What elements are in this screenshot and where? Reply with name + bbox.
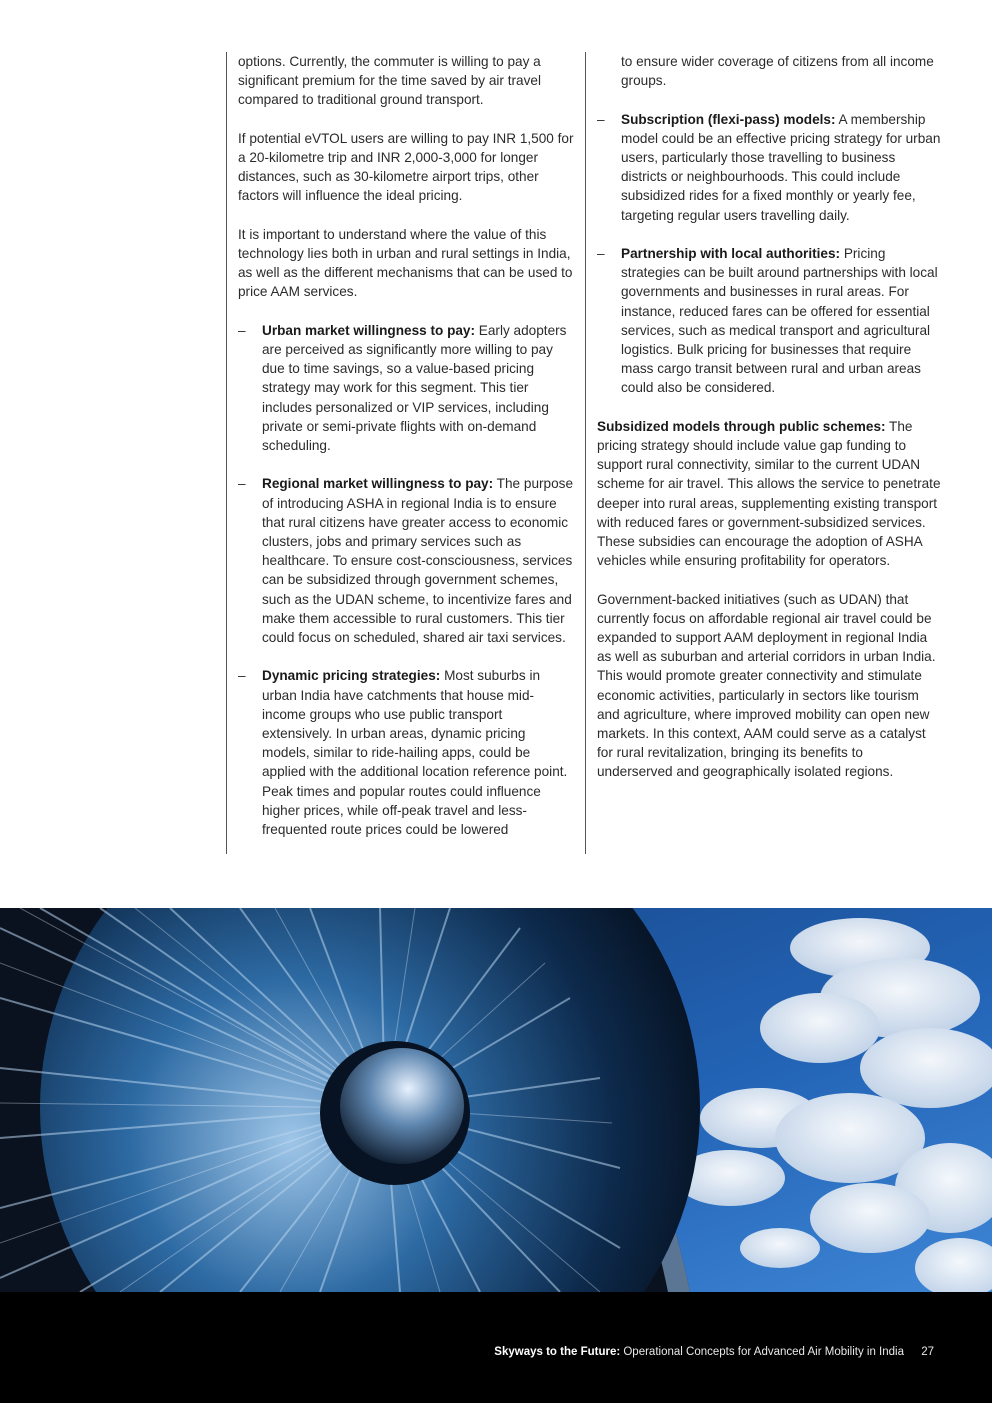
list-item-dynamic — [238, 666, 575, 839]
item-title: Dynamic pricing strategies: — [262, 668, 441, 684]
list-item-partnership — [597, 244, 942, 398]
page-number: 27 — [921, 1346, 934, 1358]
item-title: Subscription (flexi-pass) models: — [621, 111, 836, 127]
dash-bullet: – — [597, 246, 605, 261]
left-column — [226, 52, 586, 854]
footer-title — [494, 1346, 904, 1358]
item-text: A membership model could be an effective pricing strategy for urban users, particularly those travelling to business districts or neighbourhoods. This could include subsidized rides for a fixed monthly or yearly fee, targeting regular users travelling daily. — [621, 111, 941, 223]
right-column — [597, 52, 942, 782]
footer-title-bold: Skyways to the Future: — [494, 1346, 621, 1358]
dash-bullet: – — [597, 111, 605, 127]
dash-bullet: – — [238, 668, 246, 684]
subsidized-text: The pricing strategy should include value gap funding to support rural connectivity, similar to the current UDAN scheme for air travel. This allows the service to penetrate deeper into rural areas, supplementing existing transport with reduced fares or government-subsidized services. These subsidies can encourage the adoption of ASHA vehicles while ensuring profitability for operators. — [597, 418, 941, 569]
item-title: Urban market willingness to pay: — [262, 322, 476, 338]
item-text: The purpose of introducing ASHA in regional India is to ensure that rural citizens have greater access to economic clusters, jobs and primary services such as healthcare. To ensure cost-consciousness, services can be subsidized through government schemes, such as the UDAN scheme, to incentivize fares and make them accessible to rural customers. This tier could focus on scheduled, shared air taxi services. — [262, 476, 574, 646]
jet-engine-photo — [0, 908, 992, 1292]
item-title: Partnership with local authorities: — [621, 246, 841, 261]
list-item-regional — [238, 474, 575, 647]
left-para-1: options. Currently, the commuter is willing to pay a significant premium for the time saved by air travel compared to traditional ground transport. — [238, 54, 541, 108]
left-para-2: If potential eVTOL users are willing to pay INR 1,500 for a 20-kilometre trip and INR 2,000-3,000 for longer distances, such as 30-kilometre airport trips, other factors will influence the ideal pricing. — [238, 130, 574, 204]
spinner-hub — [340, 1048, 464, 1164]
subsidized-paragraph — [597, 417, 942, 571]
dash-bullet: – — [238, 322, 246, 338]
jet-engine-illustration — [0, 908, 992, 1292]
left-para-3: It is important to understand where the value of this technology lies both in urban and rural settings in India, as well as the different mechanisms that can be used to price AAM services. — [238, 226, 573, 300]
footer-title-rest: Operational Concepts for Advanced Air Mobility in India — [620, 1346, 904, 1358]
item-title: Regional market willingness to pay: — [262, 476, 494, 492]
right-continuation: to ensure wider coverage of citizens from all income groups. — [621, 54, 934, 89]
page-footer — [0, 1292, 992, 1403]
item-text: Pricing strategies can be built around partnerships with local governments and businesses in rural areas. For instance, reduced fares can be offered for essential services, such as medical transport and agricultural logistics. Bulk pricing for businesses that require mass cargo transit between rural and urban areas could also be considered. — [621, 246, 938, 396]
item-text: Early adopters are perceived as significantly more willing to pay due to time savings, so a value-based pricing strategy may work for this segment. This tier includes personalized or VIP services, including private or semi-private flights with on-demand scheduling. — [262, 322, 567, 454]
item-text: Most suburbs in urban India have catchments that house mid-income groups who use public transport extensively. In urban areas, dynamic pricing models, similar to ride-hailing apps, could be applied with the additional location reference point. Peak times and popular routes could influence higher prices, while off-peak travel and less-frequented route prices could be lowered — [262, 668, 568, 838]
list-item-subscription — [597, 110, 942, 225]
final-paragraph: Government-backed initiatives (such as UDAN) that currently focus on affordable regional air travel could be expanded to support AAM deployment in regional India as well as suburban and arterial corridors in urban India. This would promote greater connectivity and stimulate economic activities, particularly in sectors like tourism and agriculture, where improved mobility can open new markets. In this context, AAM could serve as a catalyst for rural revitalization, bringing its benefits to underserved and geographically isolated regions. — [597, 591, 936, 780]
dash-bullet: – — [238, 476, 246, 492]
subsidized-title: Subsidized models through public schemes: — [597, 418, 886, 434]
list-item-urban — [238, 321, 575, 455]
